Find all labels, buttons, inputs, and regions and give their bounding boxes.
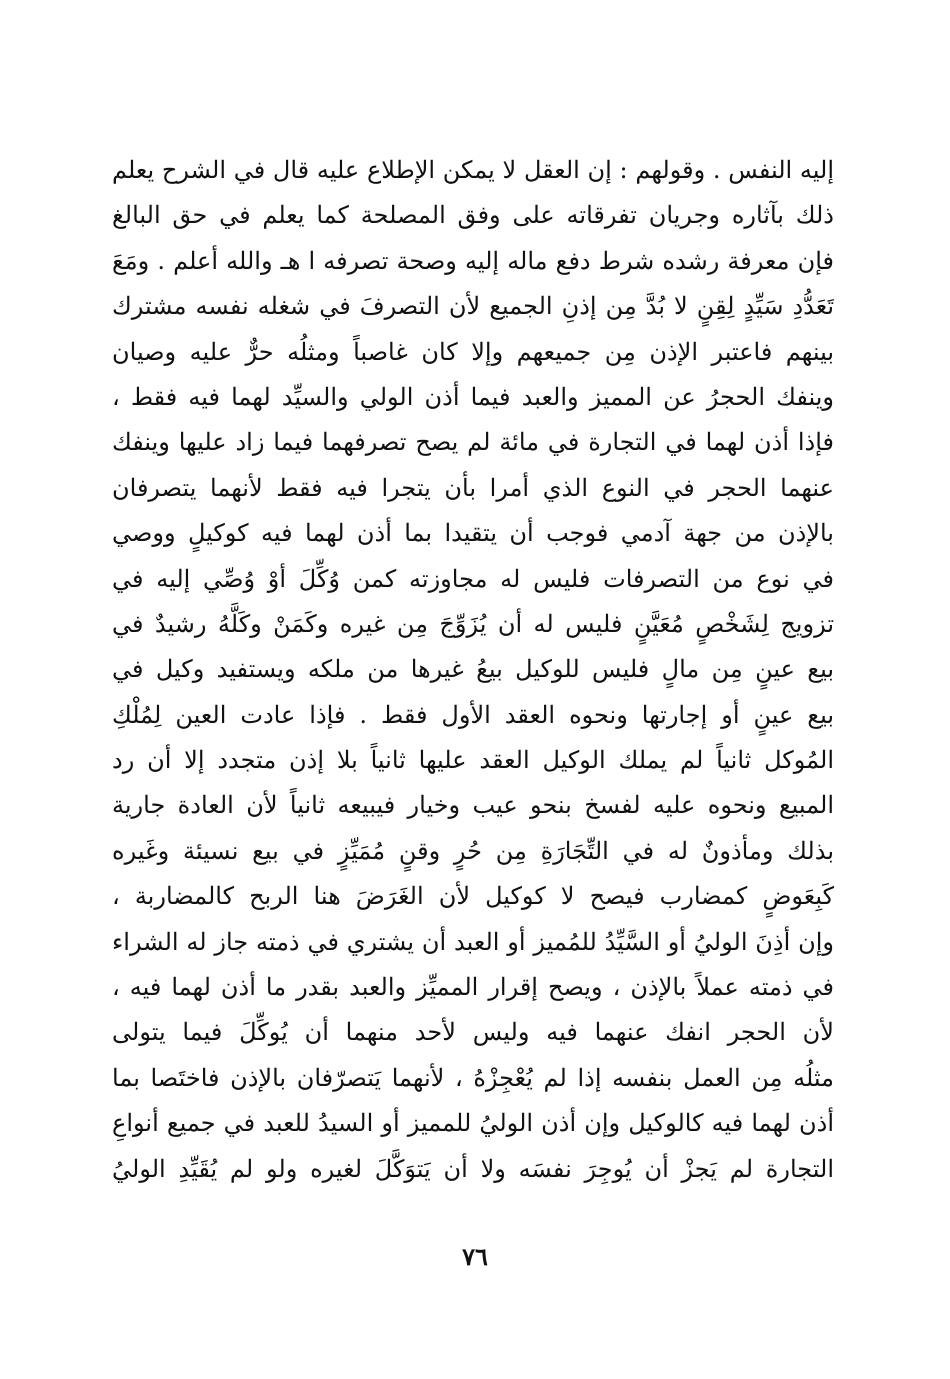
text-line: وينفك الحجرُ عن المميز والعبد فيما أذن الولي والسيِّد لهما فيه فقط ، xyxy=(112,382,834,411)
text-line: فإن معرفة رشده شرط دفع ماله إليه وصحة تصرفه ا هـ والله أعلم . ومَعَ xyxy=(112,246,834,275)
text-line: إليه النفس . وقولهم : إن العقل لا يمكن الإطلاع عليه قال في الشرح يعلم xyxy=(112,156,834,184)
text-line: المبيع ونحوه عليه لفسخ بنحو عيب وخيار فيبيعه ثانياً لأن العادة جارية xyxy=(112,791,834,820)
text-line: المُوكل ثانياً لم يملك الوكيل العقد عليها ثانياً بلا إذن متجدد إلا أن رد xyxy=(112,746,834,775)
text-line: لأن الحجر انفك عنهما فيه وليس لأحد منهما أن يُوكِّلَ فيما يتولى xyxy=(112,1018,834,1047)
text-line: مثلُه مِن العمل بنفسه إذا لم يُعْجِزْهُ ، لأنهما يَتصرّفان بالإذن فاختَصا بما xyxy=(112,1063,834,1092)
text-line: التجارة لم يَجزْ أن يُوجِرَ نفسَه ولا أن يَتوَكَّلَ لغيره ولو لم يُقَيِّدِ الوليُ xyxy=(112,1154,834,1183)
text-line: ذلك بآثاره وجريان تفرقاته على وفق المصلحة كما يعلم في حق البالغ xyxy=(112,201,834,230)
text-line: تزويج لِشَخْصٍ مُعَيَّنٍ فليس له أن يُزَوِّجَ مِن غيره وكَمَنْ وكَلَّهُ رشيدٌ في xyxy=(112,609,834,638)
text-line: كَبِعَوضٍ كمضارب فيصح لا كوكيل لأن الغَرَضَ هنا الربح كالمضاربة ، xyxy=(112,882,834,911)
text-line: في نوع من التصرفات فليس له مجاوزته كمن وُكِّلَ أوْ وُصِّي إليه في xyxy=(112,564,834,593)
text-line: فإذا أذن لهما في التجارة في مائة لم يصح تصرفهما فيما زاد عليها وينفك xyxy=(112,428,834,457)
text-line: وإن أذِنَ الوليُ أو السَّيِّدُ للمُميز أو العبد أن يشتري في ذمته جاز له الشراء xyxy=(112,927,834,956)
text-line: بذلك ومأذونٌ له في التِّجَارَةِ مِن حُرٍ وقنٍ مُمَيِّزٍ في بيع نسيئة وغَيره xyxy=(112,836,834,865)
body-text xyxy=(112,148,834,1192)
page-number: ٧٦ xyxy=(462,1242,488,1271)
text-line: أذن لهما فيه كالوكيل وإن أذن الوليُ للمميز أو السيدُ للعبد في جميع أنواعِ xyxy=(112,1109,834,1138)
text-line: بالإذن من جهة آدمي فوجب أن يتقيدا بما أذن لهما فيه كوكيلٍ ووصي xyxy=(112,519,834,548)
text-line: في ذمته عملاً بالإذن ، ويصح إقرار المميِّز والعبد بقدر ما أذن لهما فيه ، xyxy=(112,973,834,1002)
text-line: تَعَدُّدِ سَيِّدٍ لِقِنٍ لا بُدَّ مِن إذنِ الجميع لأن التصرفَ في شغله نفسه مشترك xyxy=(112,292,834,321)
text-line: بينهم فاعتبر الإذن مِن جميعهم وإلا كان غاصباً ومثلُه حرٌّ عليه وصيان xyxy=(112,337,834,366)
text-line: عنهما الحجر في النوع الذي أمرا بأن يتجرا فيه فقط لأنهما يتصرفان xyxy=(112,473,834,502)
text-line: بيع عينٍ مِن مالٍ فليس للوكيل بيعُ غيرها من ملكه ويستفيد وكيل في xyxy=(112,655,834,684)
text-line: بيع عينٍ أو إجارتها ونحوه العقد الأول فقط . فإذا عادت العين لِمُلْكِ xyxy=(112,700,834,729)
